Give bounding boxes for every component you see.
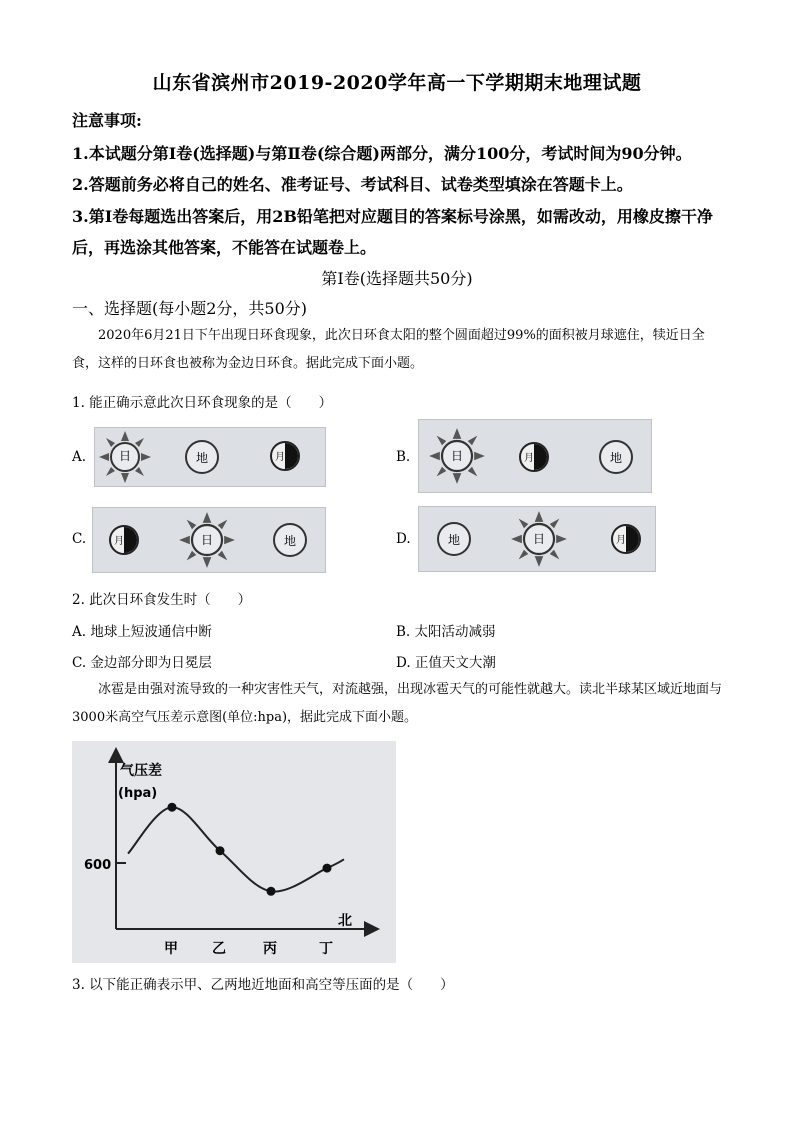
section-title: 一、选择题(每小题2分，共50分) (72, 299, 308, 318)
q1-option-c-diagram[interactable] (92, 507, 326, 573)
q1-option-d-diagram[interactable] (418, 506, 656, 572)
y-tick-label: 600 (84, 858, 112, 873)
note-3: 3.第Ⅰ卷每题选出答案后，用2B铅笔把对应题目的答案标号涂黑，如需改动，用橡皮擦干净 (72, 207, 713, 226)
x-tick-label-4: 丁 (319, 941, 333, 957)
earth-icon: 地 (185, 440, 219, 474)
series-line (128, 807, 344, 891)
sun-label: 日 (118, 448, 131, 463)
earth-icon: 地 (437, 522, 471, 556)
q2-option-a[interactable]: A. 地球上短波通信中断 (72, 624, 212, 640)
sun-label: 日 (450, 448, 463, 463)
moon-icon: 月 (611, 524, 641, 554)
y-axis-label: 气压差 (120, 763, 162, 779)
y-axis-unit: (hpa) (118, 786, 158, 801)
q1-option-a-diagram[interactable] (94, 427, 326, 487)
moon-icon: 月 (109, 525, 139, 555)
earth-icon: 地 (599, 440, 633, 474)
moon-icon: 月 (270, 441, 300, 471)
x-tick-label-3: 丙 (263, 941, 277, 957)
x-axis-label: 北 (338, 913, 352, 929)
data-point-2 (216, 846, 225, 855)
q2-option-c[interactable]: C. 金边部分即为日冕层 (72, 655, 212, 671)
pressure-difference-chart (72, 741, 396, 963)
moon-icon: 月 (519, 442, 549, 472)
notes-heading: 注意事项: (72, 111, 142, 130)
q2-option-b[interactable]: B. 太阳活动减弱 (396, 624, 496, 640)
q1-option-c-label[interactable]: C. (72, 531, 87, 547)
question-1: 1. 能正确示意此次日环食现象的是（ ） (72, 395, 333, 411)
q1-option-a-label[interactable]: A. (72, 449, 87, 465)
data-point-3 (267, 887, 276, 896)
x-tick-label-2: 乙 (212, 941, 226, 957)
question-3: 3. 以下能正确表示甲、乙两地近地面和高空等压面的是（ ） (72, 977, 454, 993)
earth-icon: 地 (273, 523, 307, 557)
sun-label: 日 (532, 531, 545, 546)
passage-2: 冰雹是由强对流导致的一种灾害性天气，对流越强，出现冰雹天气的可能性就越大。读北半球某区域近地面与3000米高空气压差示意图(单位:hpa)，据此完成下面小题。 (72, 682, 723, 725)
part-title: 第Ⅰ卷(选择题共50分) (321, 269, 473, 288)
chart-svg (72, 741, 396, 963)
note-3-cont: 后，再选涂其他答案，不能答在试题卷上。 (72, 238, 377, 257)
x-tick-label-1: 甲 (164, 941, 178, 957)
data-point-1 (168, 803, 177, 812)
sun-label: 日 (200, 532, 213, 547)
question-2: 2. 此次日环食发生时（ ） (72, 592, 252, 608)
passage-1: 2020年6月21日下午出现日环食现象，此次日环食太阳的整个圆面超过99%的面积被月球遮住，犊近日全食，这样的日环食也被称为金边日环食。据此完成下面小题。 (72, 328, 705, 371)
note-1: 1.本试题分第Ⅰ卷(选择题)与第Ⅱ卷(综合题)两部分，满分100分，考试时间为90分钟。 (72, 144, 692, 163)
note-2: 2.答题前务必将自己的姓名、准考证号、考试科目、试卷类型填涂在答题卡上。 (72, 175, 633, 194)
exam-title: 山东省滨州市2019-2020学年高一下学期期末地理试题 (152, 72, 642, 94)
q1-option-b-diagram[interactable] (418, 419, 652, 493)
q1-option-b-label[interactable]: B. (396, 449, 411, 465)
data-point-4 (323, 864, 332, 873)
q1-option-d-label[interactable]: D. (396, 531, 411, 547)
q2-option-d[interactable]: D. 正值天文大潮 (396, 655, 496, 671)
